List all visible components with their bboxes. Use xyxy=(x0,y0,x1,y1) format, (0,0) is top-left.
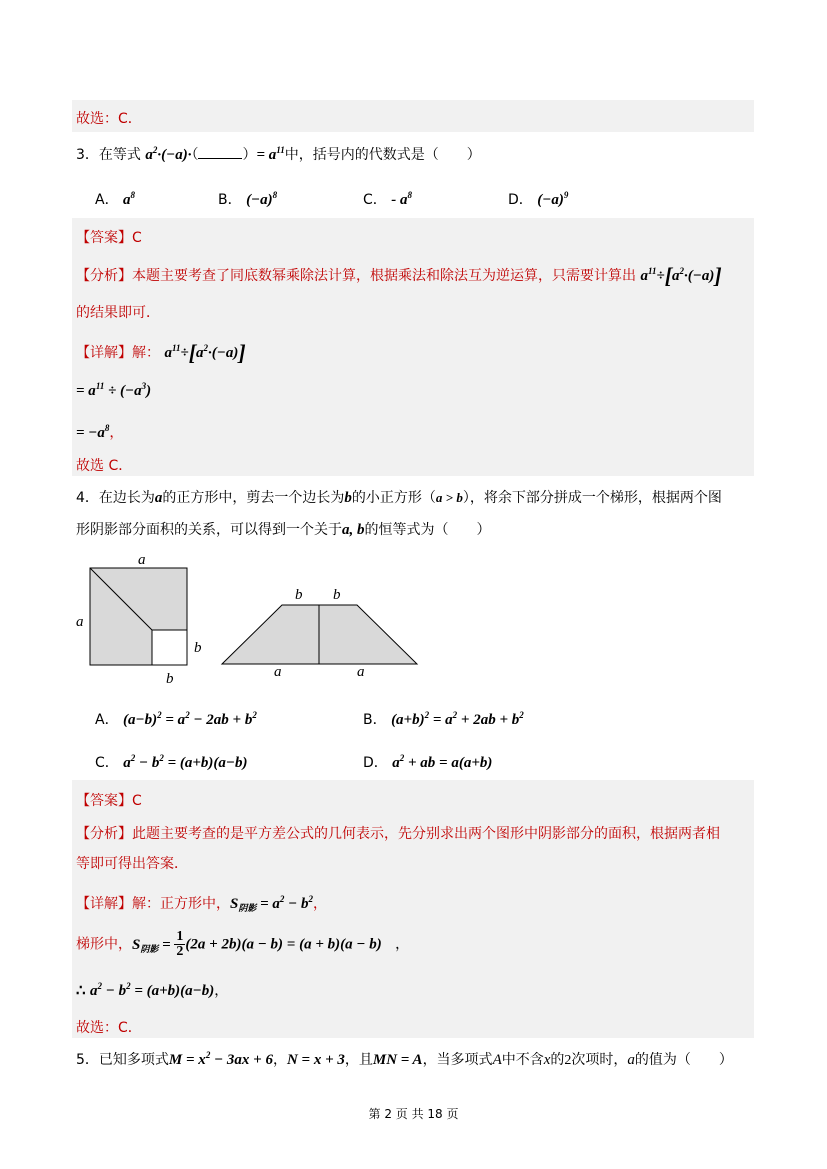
label-trap-bot2: a xyxy=(357,664,365,680)
q3-detail: 【详解】解： $a^{11}\div[a^2\cdot(-a)]$ xyxy=(76,340,246,365)
q3-number: 3． xyxy=(76,147,99,163)
q3-stem-mid: 中，括号内的代数式是（ ） xyxy=(284,147,481,163)
answer-block-q2 xyxy=(72,100,754,132)
q3-step2: = $-a^8$， xyxy=(76,423,124,441)
q3-analysis-tail: 的结果即可． xyxy=(76,305,160,321)
q4-option-a: A． $(a-b)^2 = a^2 - 2ab + b^2$ xyxy=(95,710,257,728)
q3-answer: 【答案】C xyxy=(76,230,142,246)
q3-stem-pre: 在等式 xyxy=(98,147,141,163)
q4-analysis-line1: 【分析】此题主要考查的是平方差公式的几何表示，先分别求出两个图形中阴影部分的面积，根据两者相 xyxy=(76,826,720,842)
label-small-bottom: b xyxy=(166,671,174,687)
q3-conclusion: 故选 C． xyxy=(76,458,133,474)
label-left: a xyxy=(76,614,84,630)
label-small-right: b xyxy=(194,640,202,656)
q3-stem: 3．在等式 $a^2\cdot(-a)\cdot$（ ）= $a^{11}$中，括号内的代数式是（ ） xyxy=(76,145,481,163)
q4-stem-line1: 4．在边长为a的正方形中，剪去一个边长为b的小正方形（a > b），将余下部分拼成一个梯形，根据两个图 xyxy=(76,490,722,506)
label-trap-bot1: a xyxy=(274,664,282,680)
q3-option-c: C． - $a^8$ xyxy=(363,190,412,208)
small-square xyxy=(152,630,187,665)
page-footer: 第 2 页 共 18 页 xyxy=(368,1107,459,1121)
q4-therefore: ∴ $a^2 - b^2 = (a+b)(a-b)$， xyxy=(76,981,229,999)
q4-stem-line2: 形阴影部分面积的关系，可以得到一个关于a, b的恒等式为（ ） xyxy=(76,522,491,538)
q3-option-d: D． $(-a)^9$ xyxy=(508,190,569,208)
q4-option-b: B． $(a+b)^2 = a^2 + 2ab + b^2$ xyxy=(363,710,524,728)
q4-analysis-line2: 等即可得出答案． xyxy=(76,856,188,872)
q4-detail: 【详解】解：正方形中，$S_{阴影} = a^2 - b^2$， xyxy=(76,894,328,913)
q3-analysis: 【分析】本题主要考查了同底数幂乘除法计算，根据乘法和除法互为逆运算，只需要计算出 $a^{11}\div[a^2\cdot(-a)]$ xyxy=(76,263,722,288)
q5-stem: 5．已知多项式$M = x^2 - 3ax + 6$，N = x + 3，且MN = A，当多项式A中不含x的2次项时，a的值为（ ） xyxy=(76,1050,733,1068)
q3-step1: = $a^{11} \div (-a^3)$ xyxy=(76,381,152,399)
q2-conclusion: 故选：C． xyxy=(76,111,142,127)
label-trap-top1: b xyxy=(295,587,303,603)
label-top: a xyxy=(138,552,146,568)
q3-option-b: B． $(-a)^8$ xyxy=(218,190,278,208)
q3-blank xyxy=(198,146,242,159)
label-trap-top2: b xyxy=(333,587,341,603)
q4-answer: 【答案】C xyxy=(76,793,142,809)
q4-figure xyxy=(72,548,432,688)
q3-equation: $a^2\cdot(-a)\cdot$ xyxy=(145,145,192,163)
q4-option-d: D． $a^2$ + ab = a(a+b) xyxy=(363,753,493,771)
q3-option-a: A． $a^8$ xyxy=(95,190,136,208)
q4-option-c: C． $a^2 - b^2 = (a+b)(a-b)$ xyxy=(95,753,248,771)
q4-trapezoid-step: 梯形中，$S_{阴影}$ = $\frac{1}{2}$ (2a + 2b)(a − b) = (a + b)(a − b) ， xyxy=(76,929,410,959)
q4-conclusion: 故选：C． xyxy=(76,1020,142,1036)
